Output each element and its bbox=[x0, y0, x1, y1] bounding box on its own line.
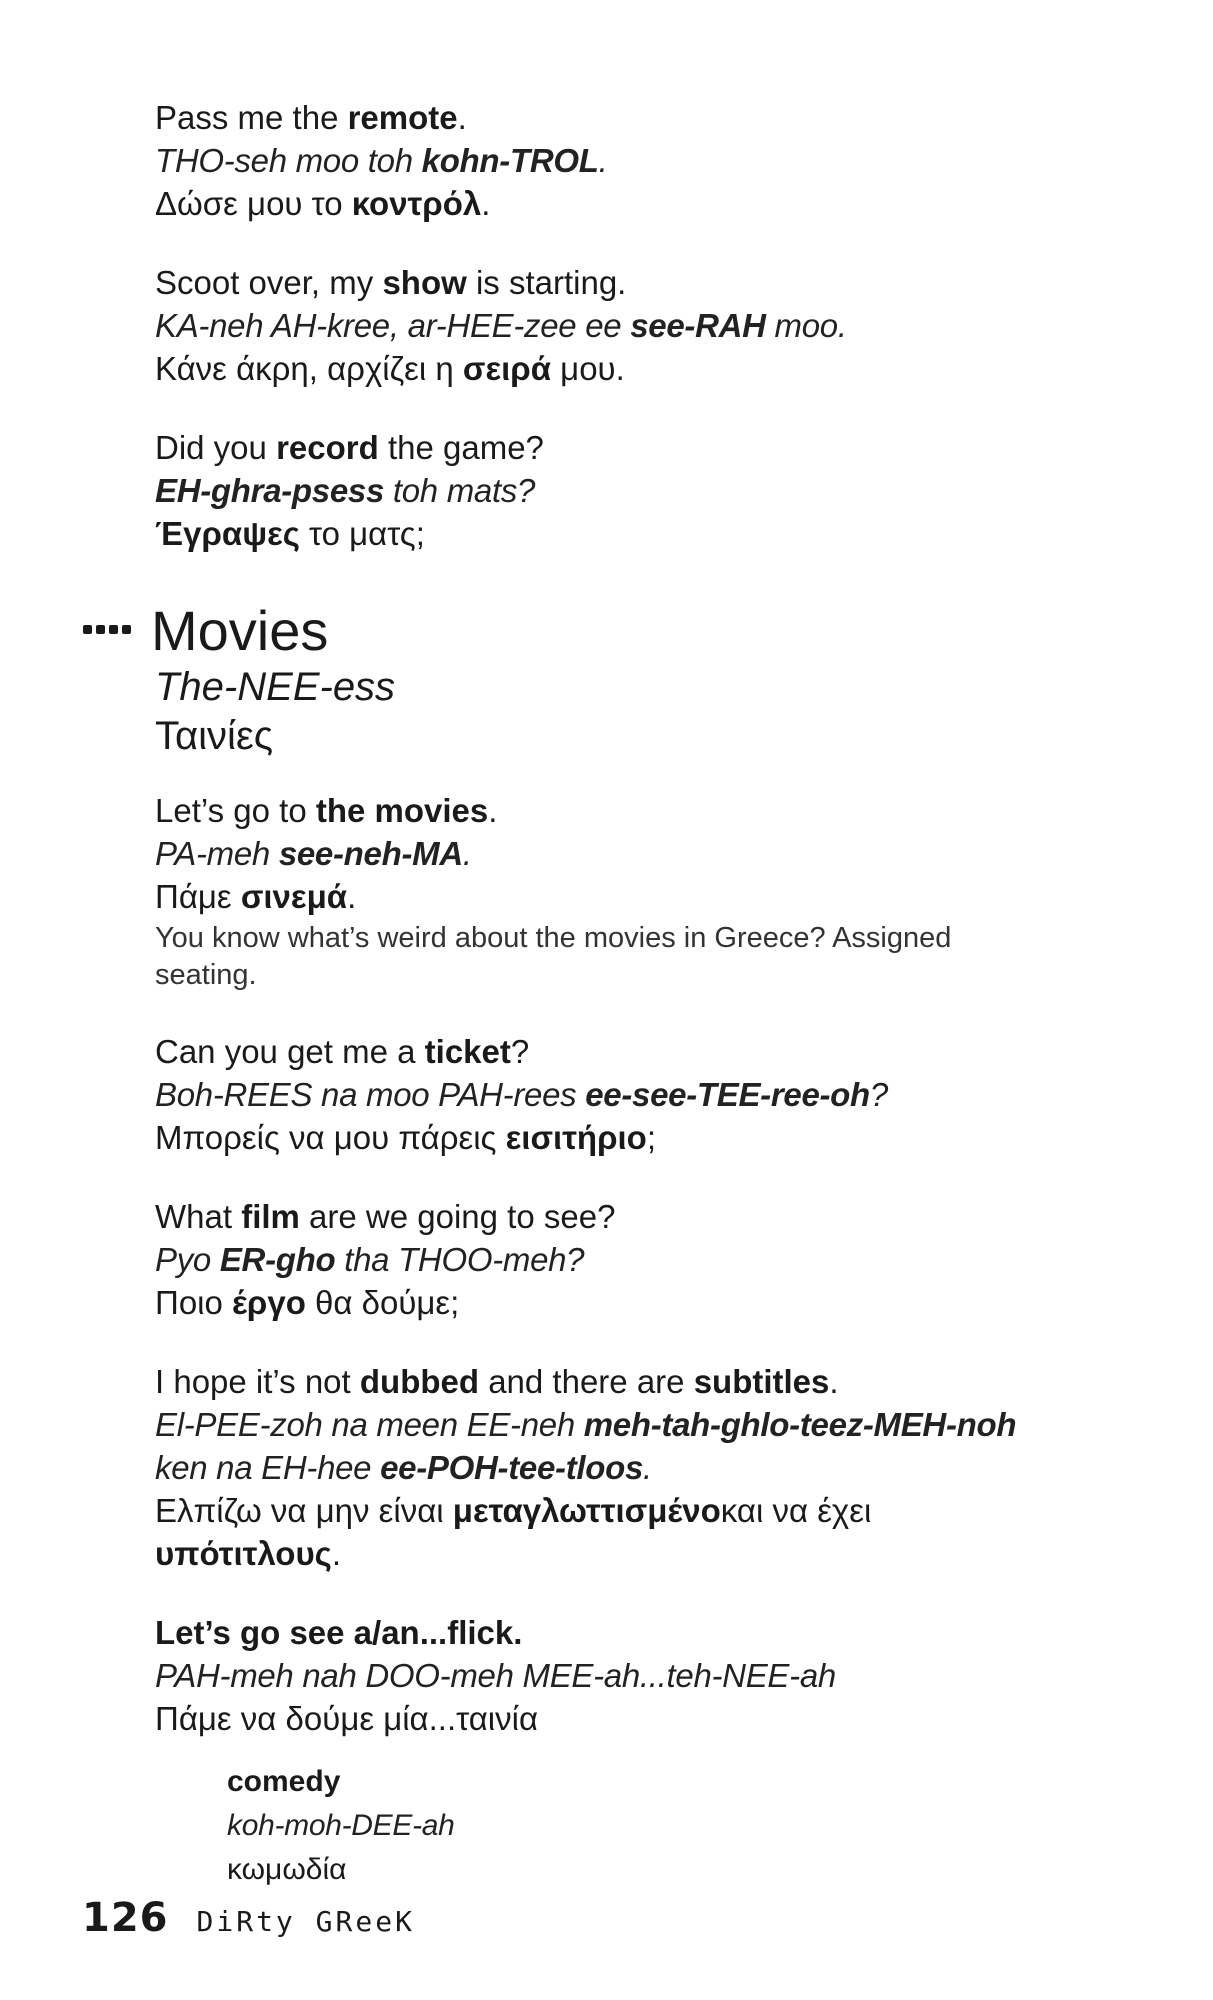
page-content bbox=[151, 96, 1055, 1928]
section-heading bbox=[151, 599, 1055, 761]
section-phonetic: The-NEE-ess bbox=[155, 665, 396, 709]
greek-phrase: Μπορείς να μου πάρεις εισιτήριο; bbox=[155, 1119, 656, 1156]
greek-phrase: Έγραψες το ματς; bbox=[155, 515, 425, 552]
phrase-entry bbox=[155, 1360, 1055, 1575]
phonetic-phrase: Pyo ER-gho tha THOO-meh? bbox=[155, 1241, 585, 1278]
greek-phrase: Κάνε άκρη, αρχίζει η σειρά μου. bbox=[155, 350, 625, 387]
usage-note: You know what’s weird about the movies in Greece? Assigned seating. bbox=[155, 922, 952, 991]
phonetic-phrase: PA-meh see-neh-MA. bbox=[155, 835, 472, 872]
greek-phrase: Ελπίζω να μην είναι μεταγλωττισμένοκαι να έχει υπότιτλους. bbox=[155, 1492, 872, 1572]
phrase-entry bbox=[155, 426, 1055, 555]
phrase-entry bbox=[155, 96, 1055, 225]
phrase-entry bbox=[155, 1030, 1055, 1159]
phonetic-phrase: PAH-meh nah DOO-meh MEE-ah...teh-NEE-ah bbox=[155, 1657, 836, 1694]
phonetic-phrase: El-PEE-zoh na meen EE-neh meh-tah-ghlo-teez-MEH-noh ken na EH-hee ee-POH-tee-tloos. bbox=[155, 1406, 1017, 1486]
page-footer bbox=[82, 1895, 415, 1941]
english-phrase: Can you get me a ticket? bbox=[155, 1033, 530, 1070]
greek-phrase: Πάμε σινεμά. bbox=[155, 878, 357, 915]
page-number: 126 bbox=[82, 1895, 169, 1941]
phrase-entry bbox=[155, 261, 1055, 390]
phonetic-phrase: THO-seh moo toh kohn-TROL. bbox=[155, 142, 608, 179]
phonetic-phrase: KA-neh AH-kree, ar-HEE-zee ee see-RAH moo. bbox=[155, 307, 847, 344]
english-phrase: Scoot over, my show is starting. bbox=[155, 264, 627, 301]
greek-phrase: Δώσε μου το κοντρόλ. bbox=[155, 185, 491, 222]
english-phrase: I hope it’s not dubbed and there are subtitles. bbox=[155, 1363, 839, 1400]
phrase-entry bbox=[155, 1195, 1055, 1324]
phonetic-phrase: Boh-REES na moo PAH-rees ee-see-TEE-ree-oh? bbox=[155, 1076, 888, 1113]
phonetic-word: koh-moh-DEE-ah bbox=[227, 1809, 455, 1842]
english-phrase: Let’s go see a/an...flick. bbox=[155, 1614, 523, 1651]
section-title: Movies bbox=[151, 599, 329, 662]
section-marker-icon bbox=[83, 625, 131, 634]
greek-phrase: Ποιο έργο θα δούμε; bbox=[155, 1284, 460, 1321]
english-word: comedy bbox=[227, 1765, 341, 1798]
book-title: DiRty GReeK bbox=[196, 1905, 415, 1938]
section-greek: Ταινίες bbox=[155, 714, 274, 758]
phonetic-phrase: EH-ghra-psess toh mats? bbox=[155, 472, 536, 509]
english-phrase: What film are we going to see? bbox=[155, 1198, 616, 1235]
english-phrase: Let’s go to the movies. bbox=[155, 792, 498, 829]
greek-word: κωμωδία bbox=[227, 1853, 347, 1886]
phrase-entry bbox=[155, 1611, 1055, 1740]
greek-phrase: Πάμε να δούμε μία...ταινία bbox=[155, 1700, 539, 1737]
vocab-subentry bbox=[227, 1760, 1055, 1892]
english-phrase: Pass me the remote. bbox=[155, 99, 467, 136]
english-phrase: Did you record the game? bbox=[155, 429, 544, 466]
phrase-entry bbox=[155, 789, 1055, 994]
